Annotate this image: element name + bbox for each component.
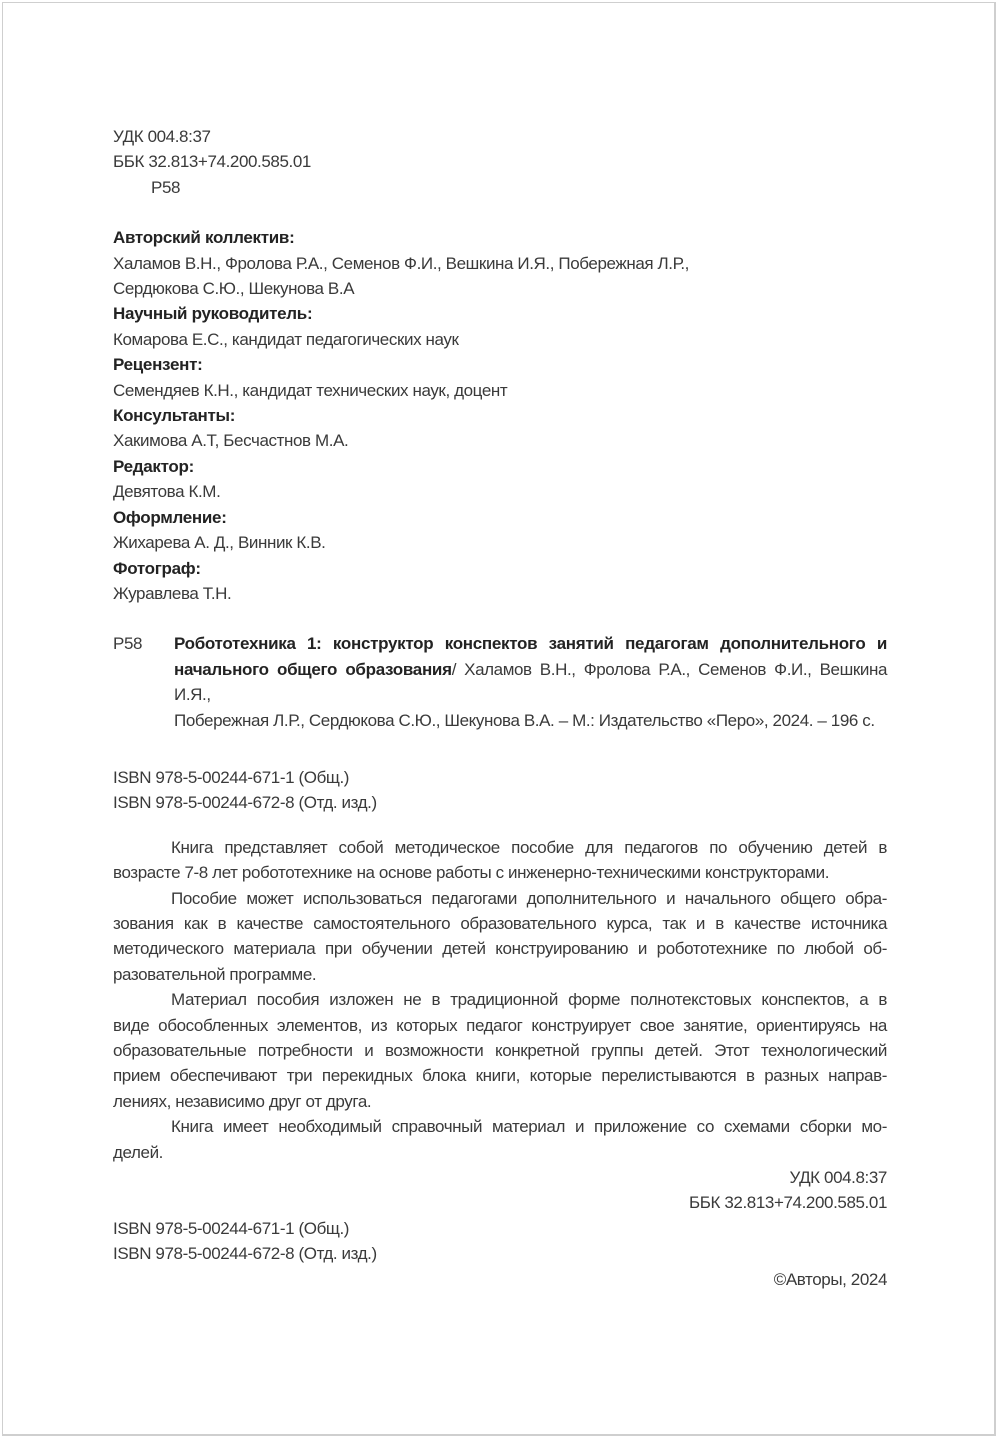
bbk-code: ББК 32.813+74.200.585.01 <box>113 152 311 172</box>
classification-block <box>113 124 887 200</box>
bibliographic-record <box>113 631 887 733</box>
credit-role-authors: Авторский коллектив: <box>113 228 295 248</box>
credit-role-reviewer: Рецензент: <box>113 355 203 375</box>
credit-names: Журавлева Т.Н. <box>113 583 232 603</box>
credit-role-photographer: Фотограф: <box>113 558 201 578</box>
bib-line-3: Побережная Л.Р., Сердюкова С.Ю., Шекунова В.А. – М.: Издательство «Перо», 2024. – 196 с. <box>174 710 875 730</box>
credit-role-supervisor: Научный руководитель: <box>113 304 313 324</box>
author-mark: Р58 <box>151 177 181 197</box>
isbn-separate: ISBN 978-5-00244-672-8 (Отд. изд.) <box>113 793 377 813</box>
credit-names: Халамов В.Н., Фролова Р.А., Семенов Ф.И., Вешкина И.Я., Побережная Л.Р., <box>113 253 689 273</box>
footer-isbn-general: ISBN 978-5-00244-671-1 (Общ.) <box>113 1218 350 1238</box>
annotation-line: прием обеспечивают три перекидных блока книги, которые перелистываются в разных направ- <box>113 1066 887 1086</box>
footer-bbk: ББК 32.813+74.200.585.01 <box>689 1193 887 1213</box>
annotation-line: делей. <box>113 1142 164 1162</box>
annotation-paragraph <box>113 835 887 886</box>
annotation-line: разовательной программе. <box>113 964 317 984</box>
annotation-line: лениях, независимо друг от друга. <box>113 1091 372 1111</box>
bib-line-2 <box>174 657 887 708</box>
credit-names: Семендяев К.Н., кандидат технических наук, доцент <box>113 380 508 400</box>
credit-names: Хакимова А.Т, Бесчастнов М.А. <box>113 431 349 451</box>
imprint-page <box>113 124 887 1292</box>
credit-names: Комарова Е.С., кандидат педагогических наук <box>113 329 459 349</box>
bib-title-end: начального общего образования <box>174 659 452 679</box>
annotation <box>113 835 887 1165</box>
credit-role-editor: Редактор: <box>113 456 194 476</box>
footer-block <box>113 1165 887 1292</box>
annotation-paragraph <box>113 886 887 988</box>
credit-role-consultants: Консультанты: <box>113 406 236 426</box>
annotation-line: виде обособленных элементов, из которых педагог конструирует свое занятие, ориентируясь на <box>113 1015 887 1035</box>
credit-role-design: Оформление: <box>113 507 227 527</box>
bib-description <box>174 631 887 733</box>
annotation-line: Книга представляет собой методическое пособие для педагогов по обучению детей в <box>171 837 887 857</box>
credit-names: Сердюкова С.Ю., Шекунова В.А <box>113 279 355 299</box>
annotation-paragraph <box>113 1114 887 1165</box>
annotation-line: методического материала при обучении детей конструированию и робототехнике по любой об- <box>113 939 887 959</box>
annotation-line: возрасте 7-8 лет робототехнике на основе работы с инженерно-техническими конструкторами. <box>113 863 830 883</box>
credit-names: Жихарева А. Д., Винник К.В. <box>113 533 326 553</box>
footer-isbn-separate: ISBN 978-5-00244-672-8 (Отд. изд.) <box>113 1244 377 1264</box>
copyright: ©Авторы, 2024 <box>773 1269 887 1289</box>
annotation-line: образовательные потребности и возможности конкретной группы детей. Этот технологический <box>113 1041 887 1060</box>
annotation-line: Пособие может использоваться педагогами дополнительного и начального общего обра- <box>171 888 887 908</box>
isbn-general: ISBN 978-5-00244-671-1 (Общ.) <box>113 767 350 787</box>
annotation-paragraph <box>113 987 887 1114</box>
bib-title-line: Робототехника 1: конструктор конспектов занятий педагогам дополнительного и <box>174 634 887 654</box>
annotation-line: Материал пособия изложен не в традиционной форме полнотекстовых конспектов, а в <box>171 990 887 1010</box>
bib-authors: / Халамов В.Н., Фролова Р.А., Семенов Ф.И., Вешкина И.Я., <box>174 659 888 705</box>
credit-names: Девятова К.М. <box>113 482 221 502</box>
credits-block <box>113 225 887 606</box>
isbn-block-top <box>113 765 887 816</box>
footer-udk: УДК 004.8:37 <box>789 1168 887 1188</box>
annotation-line: Книга имеет необходимый справочный материал и приложение со схемами сборки мо- <box>171 1117 887 1137</box>
annotation-line: зования как в качестве самостоятельного образовательного курса, так и в качестве источника <box>113 913 887 933</box>
bib-code: Р58 <box>113 634 143 654</box>
udk-code: УДК 004.8:37 <box>113 127 211 146</box>
